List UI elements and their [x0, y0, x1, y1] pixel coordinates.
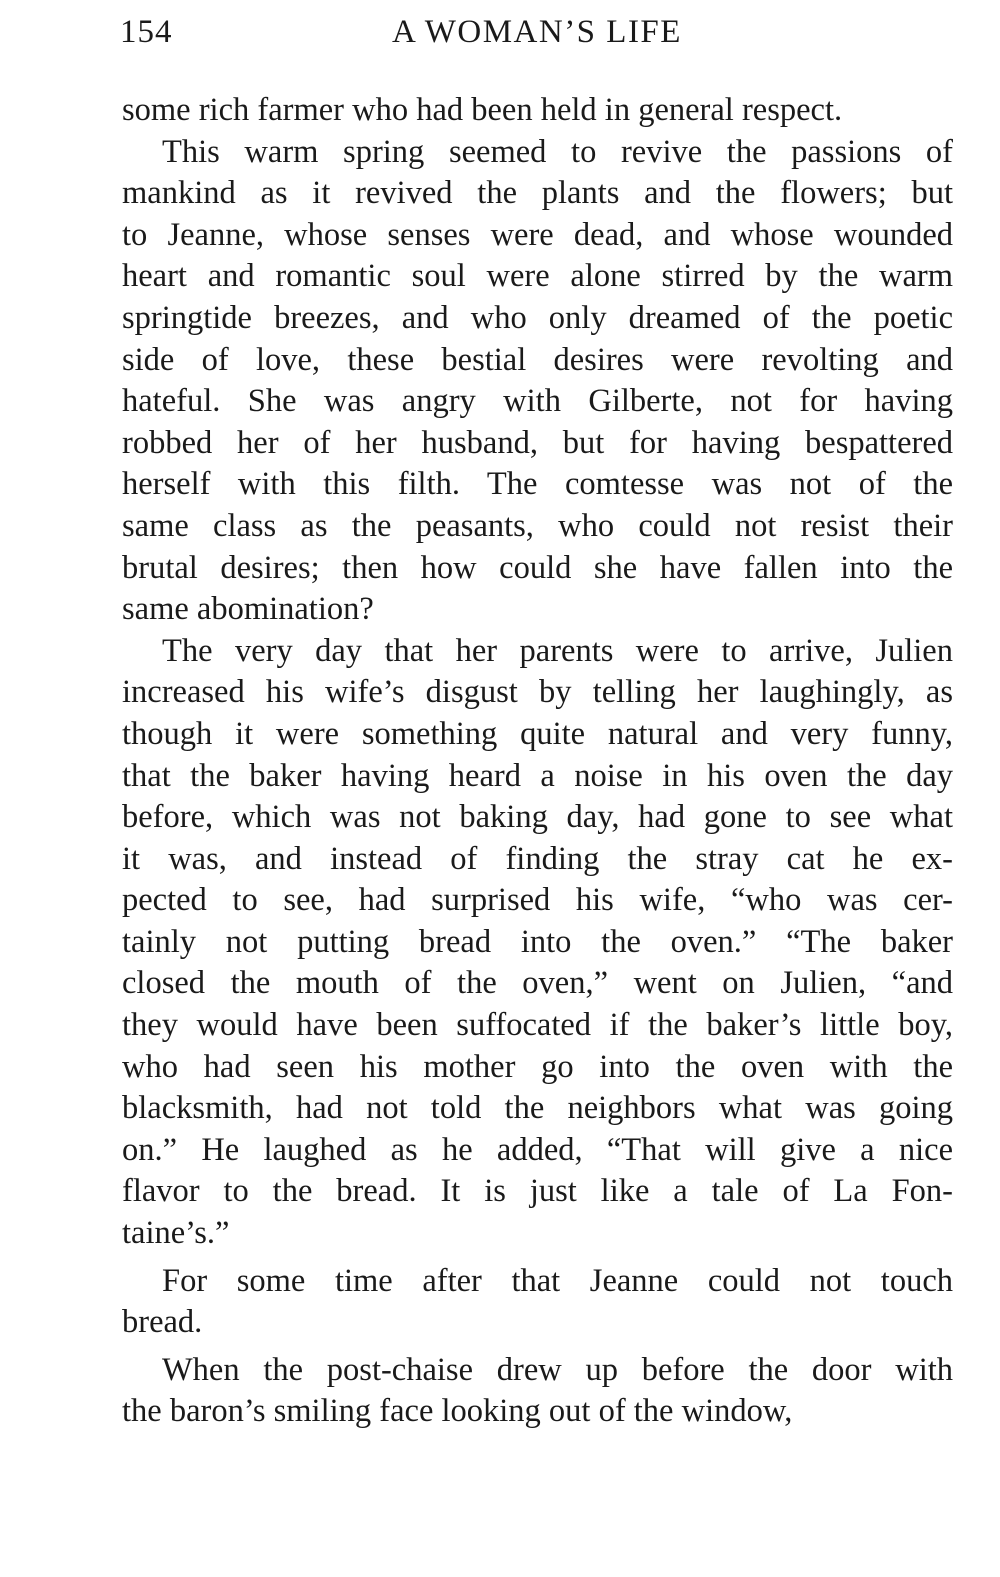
text-line: that the baker having heard a noise in his oven the day [122, 757, 953, 794]
text-line: it was, and instead of finding the stray cat he ex- [122, 840, 953, 877]
page-number: 154 [120, 14, 173, 50]
paragraph [122, 631, 953, 1255]
text-line: heart and romantic soul were alone stirred by the warm [122, 258, 953, 295]
text-line: This warm spring seemed to revive the passions of [162, 133, 953, 170]
text-line: though it were something quite natural and very funny, [122, 715, 953, 752]
text-line: some rich farmer who had been held in general respect. [122, 92, 843, 128]
paragraph [122, 90, 953, 132]
text-line: herself with this filth. The comtesse was not of the [122, 466, 953, 503]
paragraph [122, 132, 953, 631]
text-line: pected to see, had surprised his wife, “who was cer- [122, 882, 953, 919]
body-text [122, 90, 953, 1433]
text-line: The very day that her parents were to arrive, Julien [162, 632, 953, 669]
text-line: hateful. She was angry with Gilberte, not for having [122, 383, 953, 420]
text-line: increased his wife’s disgust by telling her laughingly, as [122, 674, 953, 711]
text-line: robbed her of her husband, but for having bespattered [122, 424, 953, 461]
text-line: closed the mouth of the oven,” went on Julien, “and [122, 965, 953, 1002]
text-line: blacksmith, had not told the neighbors what was going [122, 1090, 953, 1127]
text-line: When the post-chaise drew up before the door with [162, 1351, 953, 1388]
text-line: tainly not putting bread into the oven.” “The baker [122, 923, 953, 960]
text-line: same abomination? [122, 591, 374, 628]
paragraph [122, 1261, 953, 1344]
text-line: to Jeanne, whose senses were dead, and whose wounded [122, 216, 953, 253]
page-header [120, 14, 954, 62]
text-line: taine’s.” [122, 1215, 230, 1252]
text-line: who had seen his mother go into the oven with the [122, 1048, 953, 1085]
text-line: brutal desires; then how could she have fallen into the [122, 549, 953, 586]
text-line: springtide breezes, and who only dreamed of the poetic [122, 299, 953, 336]
text-line: the baron’s smiling face looking out of the window, [122, 1393, 793, 1430]
text-line: same class as the peasants, who could not resist their [122, 507, 953, 544]
text-line: on.” He laughed as he added, “That will give a nice [122, 1131, 953, 1168]
text-line: they would have been suffocated if the baker’s little boy, [122, 1007, 953, 1044]
text-line: flavor to the bread. It is just like a tale of La Fon- [122, 1173, 953, 1210]
text-line: mankind as it revived the plants and the flowers; but [122, 175, 953, 212]
text-line: For some time after that Jeanne could not touch [162, 1262, 953, 1299]
text-line: bread. [122, 1304, 203, 1341]
paragraph [122, 1350, 953, 1433]
running-head: A WOMAN’S LIFE [392, 14, 682, 50]
text-line: side of love, these bestial desires were revolting and [122, 341, 953, 378]
text-line: before, which was not baking day, had gone to see what [122, 799, 953, 836]
